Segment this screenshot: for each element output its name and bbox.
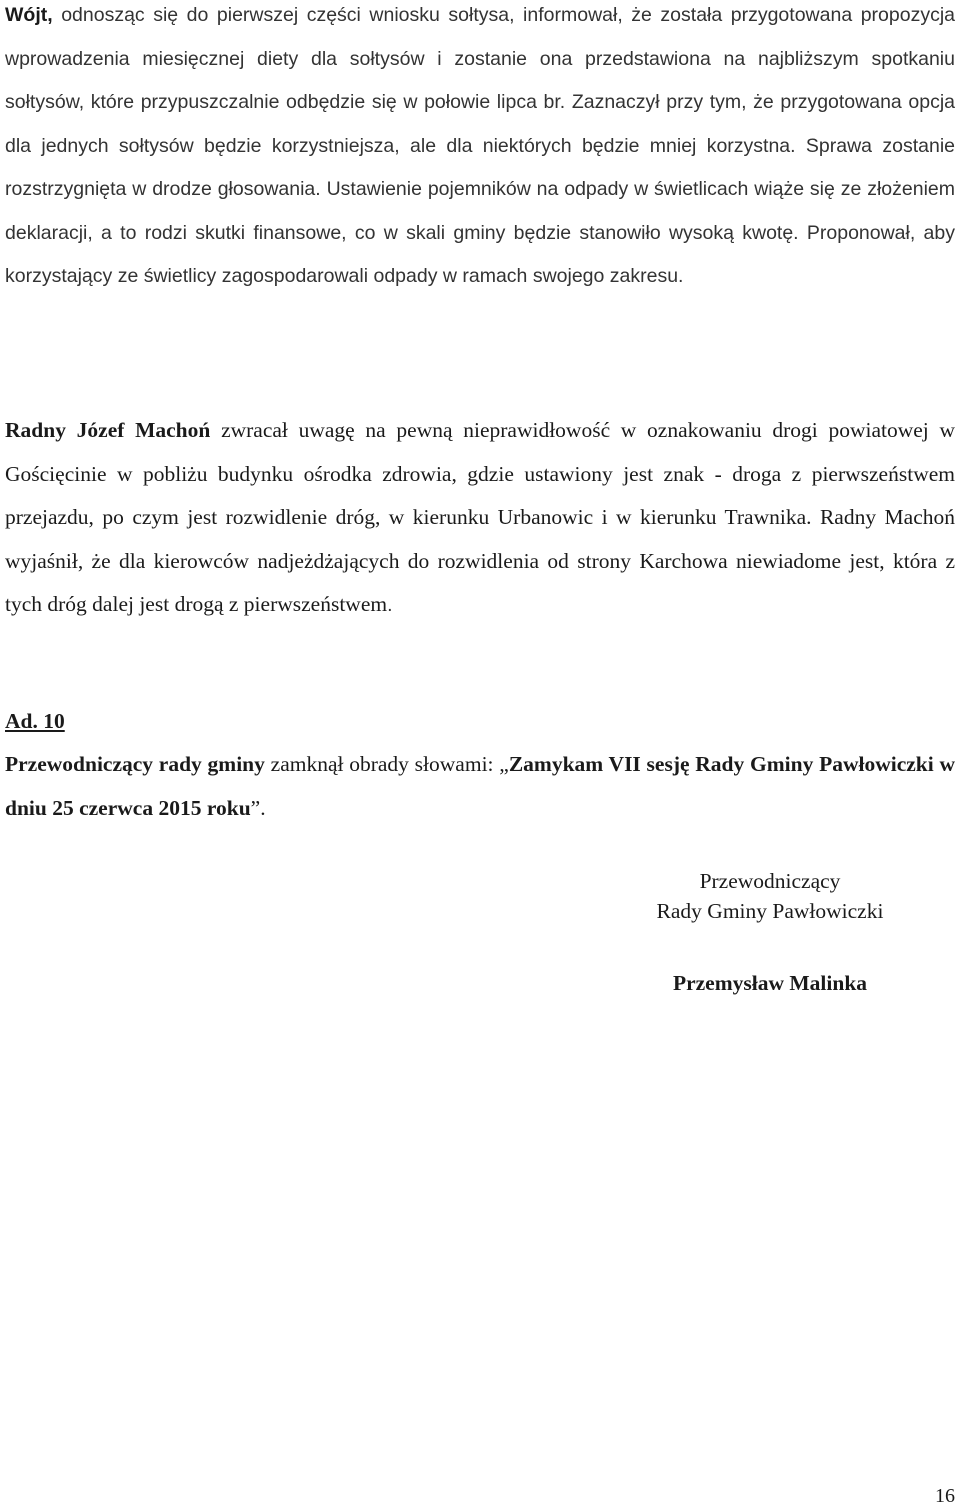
page-number: 16 — [935, 1485, 955, 1507]
paragraph-machon — [5, 409, 955, 628]
paragraph-closing-text: zamknął obrady słowami: „ — [264, 752, 509, 776]
signature-title: Przewodniczący — [699, 869, 841, 893]
speaker-chairman: Przewodniczący rady gminy — [5, 752, 265, 776]
closing-quote: Zamykam VII sesję Rady Gminy Pawłowiczki w dniu 25 czerwca 2015 roku — [5, 752, 955, 820]
agenda-item-heading: Ad. 10 — [5, 709, 65, 733]
closing-quote-end: ”. — [250, 795, 266, 820]
paragraph-wojt-text: odnosząc się do pierwszej części wniosku sołtysa, informował, że została przygotowana propozycja wprowadzenia miesięcznej diety dla sołtysów i zostanie ona przedstawiona na najbliższym spotkaniu sołtysów, które przypuszczalnie odbędzie się w połowie lipca br. Zaznaczył przy tym, że przygotowana opcja dla jednych sołtysów będzie korzystniejsza, ale dla niektórych będzie mniej korzystna. Sprawa zostanie rozstrzygnięta w drodze głosowania. Ustawienie pojemników na odpady w świetlicach wiąże się ze złożeniem deklaracji, a to rodzi skutki finansowe, co w skali gminy będzie stanowiło wysoką kwotę. Proponował, aby korzystający ze świetlicy zagospodarowali odpady w ramach swojego zakresu. — [5, 4, 955, 287]
signature-name: Przemysław Malinka — [672, 971, 868, 995]
paragraph-closing — [5, 743, 955, 830]
speaker-wojt: Wójt, — [5, 4, 53, 26]
paragraph-machon-text: zwracał uwagę na pewną nieprawidłowość w oznakowaniu drogi powiatowej w Gościęcinie w pobliżu budynku ośrodka zdrowia, gdzie ustawiony jest znak - droga z pierwszeństwem przejazdu, po czym jest rozwidlenie dróg, w kierunku Urbanowic i w kierunku Trawnika. Radny Machoń wyjaśnił, że dla kierowców nadjeżdżających do rozwidlenia od strony Karchowa niewiadome jest, która z tych dróg dalej jest drogą z pierwszeństwem — [5, 418, 956, 617]
paragraph-wojt — [5, 0, 955, 299]
signature-organization: Rady Gminy Pawłowiczki — [656, 899, 884, 923]
paragraph-machon-period: . — [387, 594, 393, 617]
speaker-machon: Radny Józef Machoń — [5, 418, 211, 442]
